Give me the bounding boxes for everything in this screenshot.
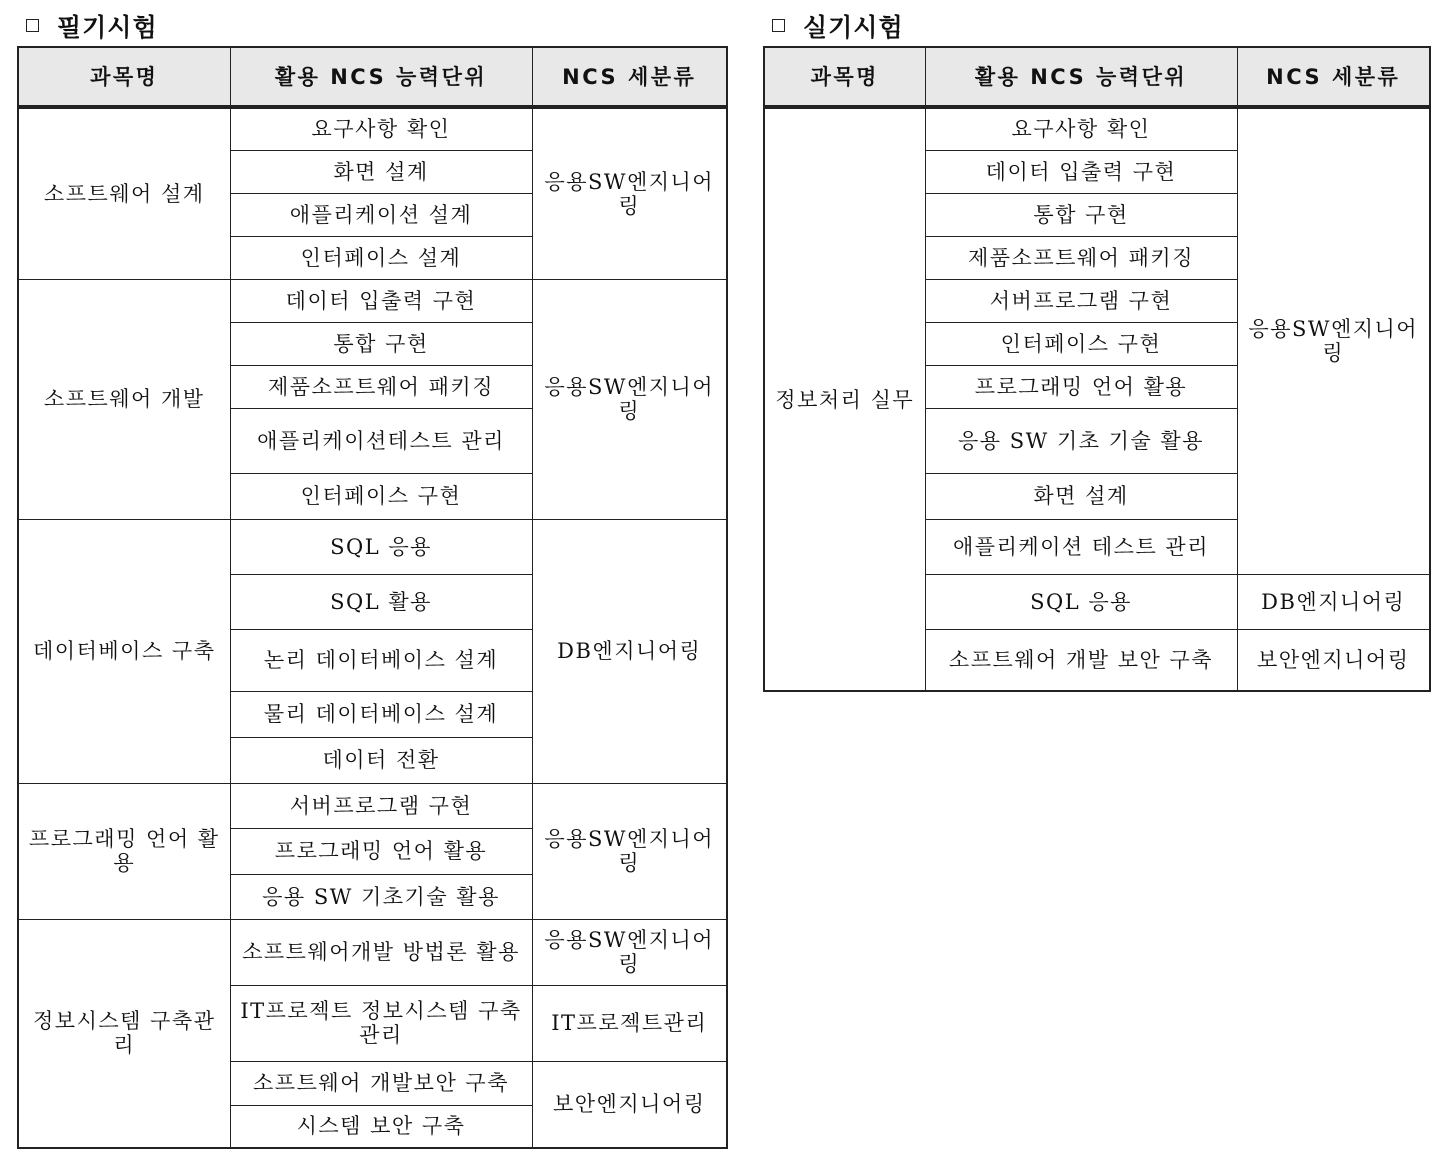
unit-cell: 요구사항 확인 [230,107,532,150]
written-exam-title [26,8,158,44]
header-ncs-class: NCS 세분류 [532,47,727,107]
class-cell: DB엔지니어링 [1237,574,1430,629]
unit-cell: 소프트웨어 개발 보안 구축 [925,629,1237,691]
unit-cell: SQL 응용 [230,519,532,574]
unit-cell: SQL 활용 [230,574,532,629]
unit-cell: 소프트웨어 개발보안 구축 [230,1061,532,1105]
unit-cell: 애플리케이션 설계 [230,193,532,236]
unit-cell: 프로그래밍 언어 활용 [925,365,1237,408]
unit-cell: 통합 구현 [925,193,1237,236]
unit-cell: 인터페이스 구현 [925,322,1237,365]
unit-cell: 서버프로그램 구현 [925,279,1237,322]
unit-cell: 논리 데이터베이스 설계 [230,629,532,691]
practical-exam-title [772,8,904,44]
subject-cell: 프로그래밍 언어 활용 [18,783,230,919]
header-ncs-class: NCS 세분류 [1237,47,1430,107]
unit-cell: 데이터 입출력 구현 [925,150,1237,193]
unit-cell: 통합 구현 [230,322,532,365]
unit-cell: SQL 응용 [925,574,1237,629]
unit-cell: 프로그래밍 언어 활용 [230,828,532,874]
header-ncs-unit: 활용 NCS 능력단위 [925,47,1237,107]
class-cell: DB엔지니어링 [532,519,727,783]
class-cell: 응용SW엔지니어링 [532,279,727,519]
subject-cell: 소프트웨어 개발 [18,279,230,519]
unit-cell: 제품소프트웨어 패키징 [925,236,1237,279]
subject-cell: 정보시스템 구축관리 [18,919,230,1148]
header-subject: 과목명 [18,47,230,107]
practical-exam-title-text: 실기시험 [803,13,904,42]
subject-cell: 정보처리 실무 [764,107,925,691]
unit-cell: 애플리케이션테스트 관리 [230,408,532,473]
class-cell: 응용SW엔지니어링 [532,919,727,985]
square-bullet-icon [772,19,785,32]
header-ncs-unit: 활용 NCS 능력단위 [230,47,532,107]
unit-cell: 애플리케이션 테스트 관리 [925,519,1237,574]
unit-cell: 화면 설계 [925,473,1237,519]
class-cell: 응용SW엔지니어링 [532,107,727,279]
class-cell: 응용SW엔지니어링 [1237,107,1430,574]
unit-cell: 시스템 보안 구축 [230,1105,532,1148]
unit-cell: 서버프로그램 구현 [230,783,532,828]
square-bullet-icon [26,19,39,32]
class-cell: 응용SW엔지니어링 [532,783,727,919]
written-exam-title-text: 필기시험 [57,13,158,42]
unit-cell: 화면 설계 [230,150,532,193]
class-cell: 보안엔지니어링 [1237,629,1430,691]
unit-cell: 물리 데이터베이스 설계 [230,691,532,737]
unit-cell: 인터페이스 구현 [230,473,532,519]
unit-cell: 데이터 입출력 구현 [230,279,532,322]
unit-cell: 요구사항 확인 [925,107,1237,150]
practical-exam-table [763,46,1431,692]
subject-cell: 소프트웨어 설계 [18,107,230,279]
subject-cell: 데이터베이스 구축 [18,519,230,783]
unit-cell: 소프트웨어개발 방법론 활용 [230,919,532,985]
unit-cell: 응용 SW 기초 기술 활용 [925,408,1237,473]
unit-cell: 응용 SW 기초기술 활용 [230,874,532,919]
unit-cell: 데이터 전환 [230,737,532,783]
written-exam-table [17,46,728,1149]
unit-cell: 인터페이스 설계 [230,236,532,279]
unit-cell: IT프로젝트 정보시스템 구축관리 [230,985,532,1061]
class-cell: IT프로젝트관리 [532,985,727,1061]
header-subject: 과목명 [764,47,925,107]
unit-cell: 제품소프트웨어 패키징 [230,365,532,408]
class-cell: 보안엔지니어링 [532,1061,727,1148]
